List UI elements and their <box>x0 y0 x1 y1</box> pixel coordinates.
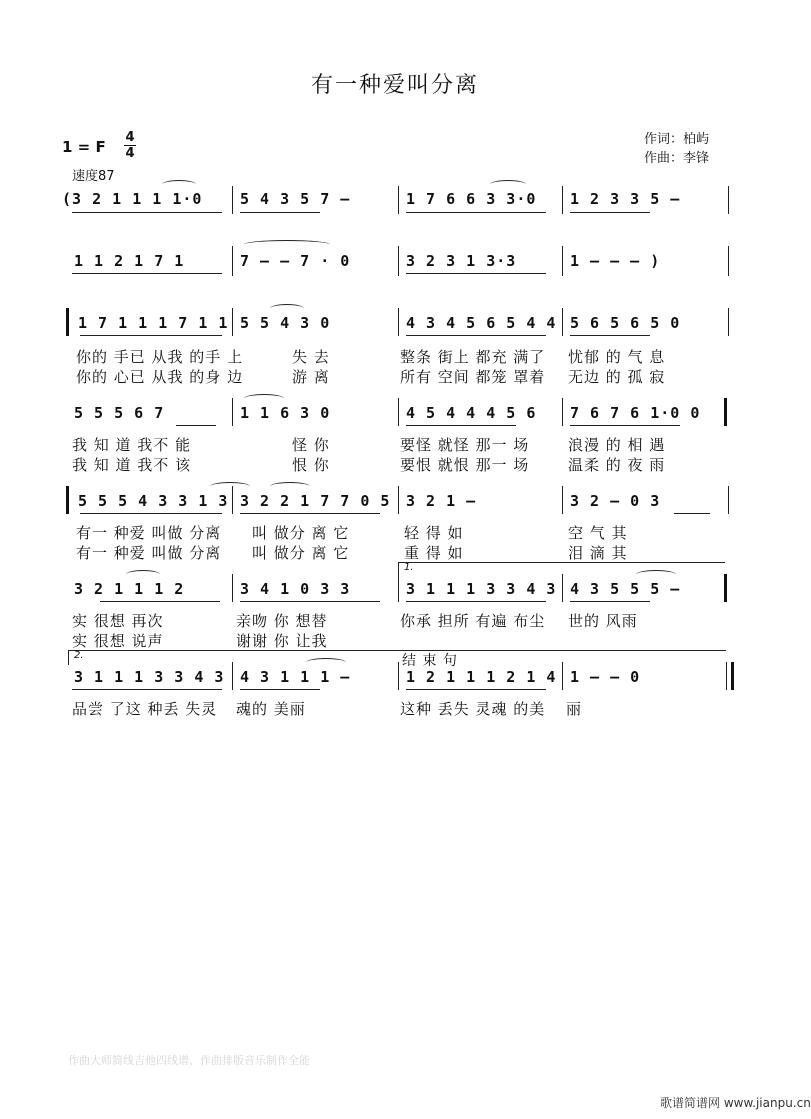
beam-underline <box>72 689 222 690</box>
barline <box>398 308 399 336</box>
measure: (3 2 1 1 1 1·0 <box>62 190 203 208</box>
system-3 <box>62 314 730 336</box>
system-1 <box>62 190 730 212</box>
lyric-verse1: 叫 做分 离 它 <box>252 524 350 542</box>
lyric-verse2: 重 得 如 <box>404 544 464 562</box>
barline <box>398 486 399 514</box>
repeat-end <box>724 574 727 602</box>
beam-underline <box>406 689 546 690</box>
beam-underline <box>72 273 222 274</box>
barline <box>562 662 563 690</box>
beam-underline <box>406 601 546 602</box>
barline <box>398 574 399 602</box>
lyric-verse2: 叫 做分 离 它 <box>252 544 350 562</box>
lyric-verse2: 恨 你 <box>292 456 330 474</box>
barline <box>562 186 563 214</box>
barline <box>398 398 399 426</box>
measure: 5 5 5 6 7 <box>74 404 165 422</box>
lyric-verse1: 魂的 美丽 <box>236 700 306 718</box>
beam-underline <box>570 601 650 602</box>
measure: 1 – – – ) <box>570 252 661 270</box>
lyric-verse1: 世的 风雨 <box>568 612 638 630</box>
beam-underline <box>406 425 516 426</box>
lyric-verse2: 有一 种爱 叫做 分离 <box>76 544 222 562</box>
system-5 <box>62 492 730 514</box>
barline <box>398 246 399 276</box>
lyric-verse1: 要怪 就怪 那一 场 <box>400 436 530 454</box>
lyric-verse2: 游 离 <box>292 368 330 386</box>
tie <box>244 240 330 249</box>
measure: 1 1 2 1 7 1 <box>74 252 185 270</box>
lyric-verse1: 丽 <box>566 700 583 718</box>
lyric-verse1: 我 知 道 我不 能 <box>72 436 192 454</box>
measure: 3 2 3 1 3·3 <box>406 252 517 270</box>
lyric-verse1: 亲吻 你 想替 <box>236 612 328 630</box>
system-4 <box>62 404 730 426</box>
tie <box>244 394 284 403</box>
lyric-verse1: 失 去 <box>292 348 330 366</box>
measure: 1 7 6 6 3 3·0 <box>406 190 537 208</box>
barline <box>562 308 563 336</box>
barline <box>232 574 233 602</box>
lyric-verse1: 有一 种爱 叫做 分离 <box>76 524 222 542</box>
tie <box>636 570 676 579</box>
beam-underline <box>674 513 710 514</box>
beam-underline <box>406 335 546 336</box>
measure: 1 7 1 1 1 7 1 1 <box>78 314 229 332</box>
final-barline-thick <box>731 662 734 690</box>
lyric-verse1: 轻 得 如 <box>404 524 464 542</box>
lyric-verse1: 空 气 其 <box>568 524 628 542</box>
volta-2 <box>68 650 399 665</box>
measure: 4 3 4 5 6 5 4 4 <box>406 314 557 332</box>
barline <box>562 574 563 602</box>
lyric-verse1: 你的 手已 从我 的手 上 <box>76 348 244 366</box>
tie <box>126 570 160 579</box>
lyric-verse1: 品尝 了这 种丢 失灵 <box>72 700 218 718</box>
barline <box>232 308 233 336</box>
beam-underline <box>240 601 380 602</box>
lyric-verse1: 你承 担所 有遍 布尘 <box>400 612 546 630</box>
lyricist-credit: 作词：柏屿 <box>644 132 710 147</box>
measure: 4 5 4 4 4 5 6 <box>406 404 537 422</box>
tie <box>490 180 526 189</box>
beam-underline <box>406 273 546 274</box>
measure: 5 5 5 4 3 3 1 3 <box>78 492 229 510</box>
lyric-verse1: 实 很想 再次 <box>72 612 164 630</box>
measure: 1 2 3 3 5 – <box>570 190 681 208</box>
barline <box>562 486 563 514</box>
beam-underline <box>570 335 650 336</box>
lyric-verse2: 谢谢 你 让我 <box>236 632 328 650</box>
measure: 3 4 1 0 3 3 <box>240 580 351 598</box>
measure: 7 – – 7 · 0 <box>240 252 351 270</box>
tie <box>270 304 304 313</box>
barline <box>232 662 233 690</box>
lyric-verse2: 所有 空间 都笼 罩着 <box>400 368 546 386</box>
repeat-end <box>724 398 727 426</box>
tie <box>210 482 250 491</box>
beam-underline <box>80 335 222 336</box>
lyric-verse2: 温柔 的 夜 雨 <box>568 456 666 474</box>
lyric-verse1: 这种 丢失 灵魂 的美 <box>400 700 546 718</box>
tempo-marking: 速度87 <box>72 169 115 184</box>
system-2 <box>62 252 730 274</box>
volta-1-label: 1. <box>404 562 414 573</box>
measure: 4 3 5 5 5 – <box>570 580 681 598</box>
site-watermark: 歌谱简谱网 www.jianpu.cn <box>660 1096 811 1110</box>
measure: 5 4 3 5 7 – <box>240 190 351 208</box>
measure: 3 2 1 – <box>406 492 477 510</box>
barline <box>398 662 399 690</box>
system-6 <box>62 580 730 602</box>
measure: 3 2 – 0 3 <box>570 492 661 510</box>
barline <box>232 186 233 214</box>
beam-underline <box>570 425 680 426</box>
measure: 3 2 1 1 1 2 <box>74 580 185 598</box>
lyric-verse2: 实 很想 说声 <box>72 632 164 650</box>
tie <box>306 658 346 667</box>
song-title: 有一种爱叫分离 <box>310 73 479 98</box>
time-signature-bottom: 4 <box>125 146 135 161</box>
lyric-verse1: 整条 街上 都充 满了 <box>400 348 546 366</box>
beam-underline <box>240 212 320 213</box>
measure: 5 6 5 6 5 0 <box>570 314 681 332</box>
barline <box>232 246 233 276</box>
barline <box>728 246 729 276</box>
barline <box>728 186 729 214</box>
beam-underline <box>240 513 380 514</box>
footer-credit: 作曲大师简线吉他四线谱，作曲排版音乐制作全能 <box>68 1054 310 1067</box>
beam-underline <box>240 689 320 690</box>
lyric-verse1: 怪 你 <box>292 436 330 454</box>
lyric-verse2: 泪 滴 其 <box>568 544 628 562</box>
lyric-verse1: 忧郁 的 气 息 <box>568 348 666 366</box>
barline <box>232 398 233 426</box>
beam-underline <box>80 513 222 514</box>
lyric-verse2: 无边 的 孤 寂 <box>568 368 666 386</box>
barline <box>728 308 729 336</box>
beam-underline <box>176 425 216 426</box>
barline <box>398 186 399 214</box>
measure: 1 1 6 3 0 <box>240 404 331 422</box>
measure: 4 3 1 1 1 – <box>240 668 351 686</box>
tie <box>162 180 196 189</box>
beam-underline <box>406 212 546 213</box>
barline <box>728 486 729 514</box>
measure: 1 2 1 1 1 2 1 4 <box>406 668 557 686</box>
volta-2-label: 2. <box>74 650 84 661</box>
lyric-verse2: 要恨 就恨 那一 场 <box>400 456 530 474</box>
beam-underline <box>100 601 220 602</box>
tie <box>270 482 310 491</box>
measure: 3 1 1 1 3 3 4 3 <box>74 668 225 686</box>
measure: 5 5 4 3 0 <box>240 314 331 332</box>
key-signature: 1 = F <box>62 138 106 156</box>
lyric-verse2: 你的 心已 从我 的身 边 <box>76 368 244 386</box>
barline <box>562 398 563 426</box>
time-signature-top: 4 <box>125 130 135 145</box>
coda-label: 结 束 句 <box>402 653 458 669</box>
lyric-verse2: 我 知 道 我不 该 <box>72 456 192 474</box>
barline <box>562 246 563 276</box>
measure: 7 6 7 6 1·0 0 <box>570 404 701 422</box>
composer-credit: 作曲：李锋 <box>644 151 710 166</box>
lyric-verse1: 浪漫 的 相 遇 <box>568 436 666 454</box>
measure: 3 2 2 1 7 7 0 5 <box>240 492 391 510</box>
beam-underline <box>570 212 650 213</box>
measure: 3 1 1 1 3 3 4 3 <box>406 580 557 598</box>
final-barline-thin <box>726 662 727 690</box>
time-signature <box>124 130 136 161</box>
system-7 <box>62 668 730 690</box>
measure: 1 – – 0 <box>570 668 641 686</box>
beam-underline <box>72 212 222 213</box>
